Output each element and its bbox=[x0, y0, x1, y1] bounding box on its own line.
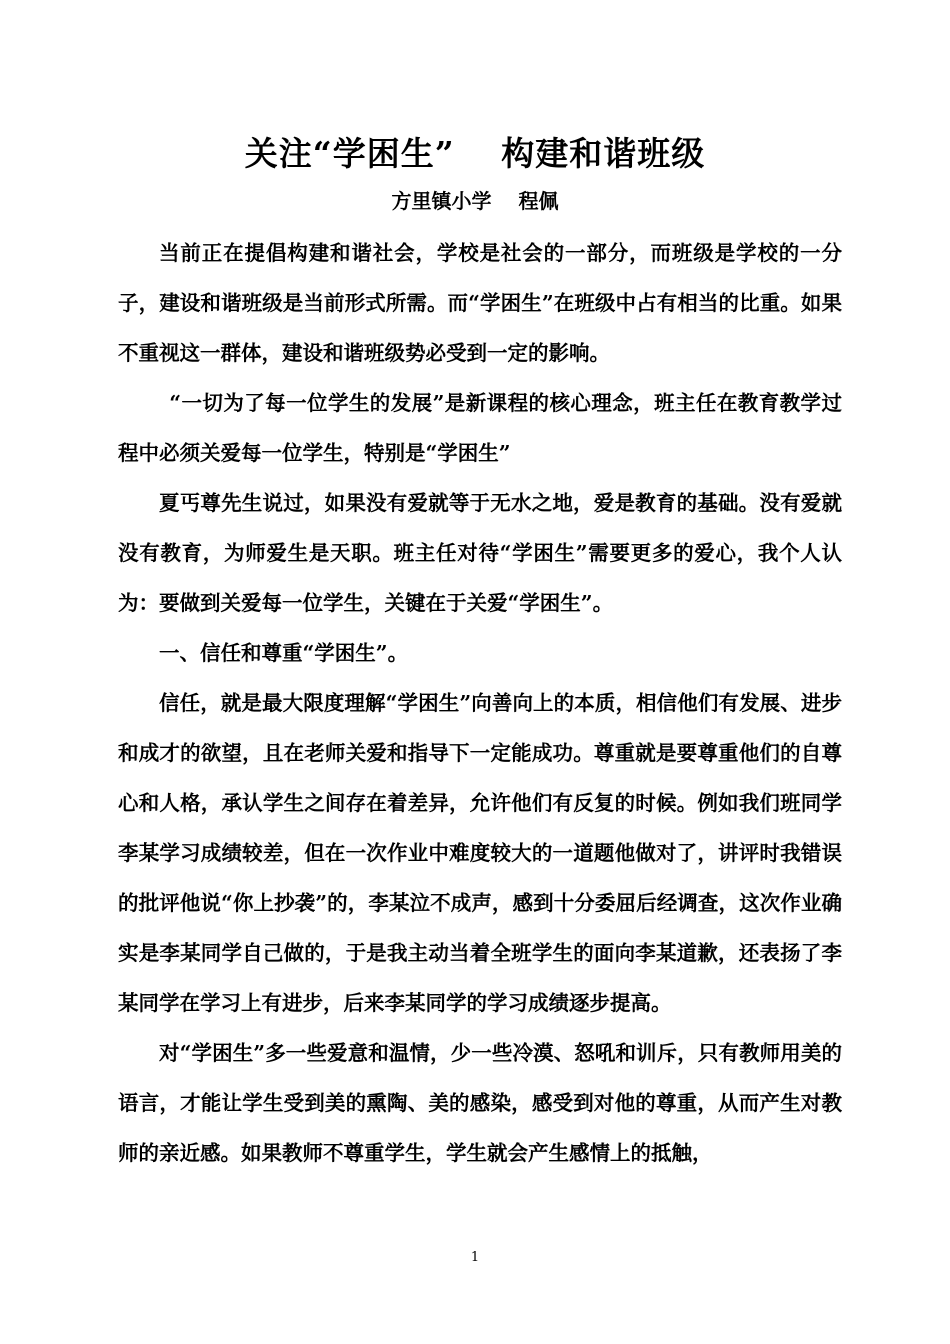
paragraph-trust-example: 信任，就是最大限度理解“学困生”向善向上的本质，相信他们有发展、进步和成才的欲望，且在老师关爱和指导下一定能成功。尊重就是要尊重他们的自尊心和人格，承认学生之间存在着差异，允许他们有反复的时候。例如我们班同学李某学习成绩较差，但在一次作业中难度较大的一道题他做对了，讲评时我错误的批评他说“你上抄袭”的，李某泣不成声，感到十分委屈后经调查，这次作业确实是李某同学自己做的，于是我主动当着全班学生的面向李某道歉，还表扬了李某同学在学习上有进步，后来李某同学的学习成绩逐步提高。 bbox=[118, 691, 842, 1015]
paragraph-intro: 当前正在提倡构建和谐社会，学校是社会的一部分，而班级是学校的一分子，建设和谐班级是当前形式所需。而“学困生”在班级中占有相当的比重。如果不重视这一群体，建设和谐班级势必受到一定的影响。 bbox=[118, 241, 842, 365]
document-title: 关注“学困生” 构建和谐班级 bbox=[244, 134, 706, 173]
section-heading-trust-respect: 一、信任和尊重“学困生”。 bbox=[159, 641, 409, 665]
paragraph-love-education: 夏丐尊先生说过，如果没有爱就等于无水之地，爱是教育的基础。没有爱就没有教育，为师爱生是天职。班主任对待“学困生”需要更多的爱心，我个人认为：要做到关爱每一位学生，关键在于关爱“学困生”。 bbox=[118, 491, 842, 615]
paragraph-core-concept: “一切为了每一位学生的发展”是新课程的核心理念，班主任在教育教学过程中必须关爱每一位学生，特别是“学困生” bbox=[118, 391, 842, 465]
author-line: 方里镇小学 程佩 bbox=[391, 189, 559, 213]
document-body bbox=[118, 228, 842, 1178]
paragraph-warmth: 对“学困生”多一些爱意和温情，少一些冷漠、怒吼和训斥，只有教师用美的语言，才能让学生受到美的熏陶、美的感染，感受到对他的尊重，从而产生对教师的亲近感。如果教师不尊重学生，学生就会产生感情上的抵触， bbox=[118, 1041, 842, 1165]
page-number: 1 bbox=[470, 1250, 480, 1265]
